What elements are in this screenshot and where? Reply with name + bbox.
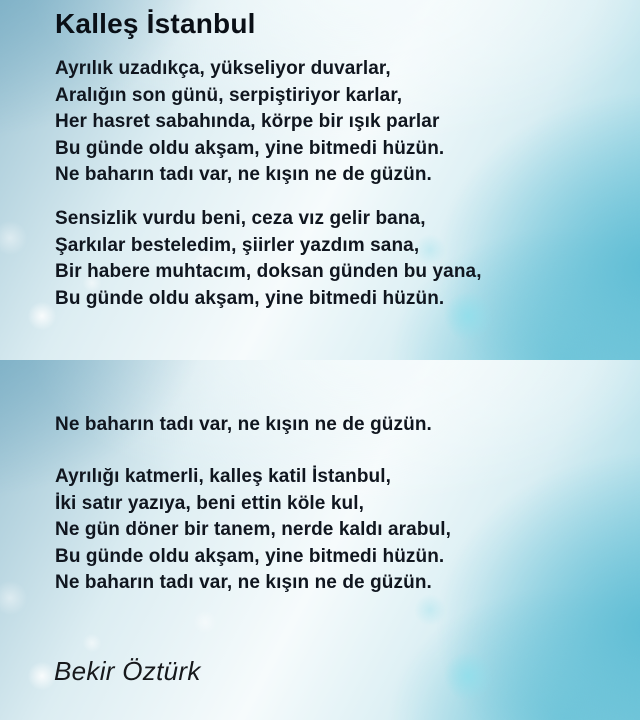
poem-line: Aralığın son günü, serpiştiriyor karlar, xyxy=(55,84,403,106)
stanza-3 xyxy=(55,412,432,439)
poem-line: Ayrılık uzadıkça, yükseliyor duvarlar, xyxy=(55,58,391,79)
poem-line: Sensizlik vurdu beni, ceza vız gelir bana, xyxy=(55,208,426,229)
poem-line: Bir habere muhtacım, doksan günden bu yana, xyxy=(55,261,482,282)
poem-line: Bu günde oldu akşam, yine bitmedi hüzün. xyxy=(55,137,445,159)
poem-line: Her hasret sabahında, körpe bir ışık parlar xyxy=(55,111,440,132)
poem-line: Ne baharın tadı var, ne kışın ne de güzün. xyxy=(55,164,432,185)
poem-title: Kalleş İstanbul xyxy=(55,8,256,39)
poem-line: Bu günde oldu akşam, yine bitmedi hüzün. xyxy=(55,287,445,309)
poem-line: Şarkılar besteledim, şiirler yazdım sana, xyxy=(55,234,420,256)
poem-line: Ne gün döner bir tanem, nerde kaldı arabul, xyxy=(55,519,451,540)
poem-line: Ne baharın tadı var, ne kışın ne de güzün. xyxy=(55,572,432,593)
poem-author: Bekir Öztürk xyxy=(54,656,201,686)
stanza-4 xyxy=(55,464,451,597)
poem-line: Bu günde oldu akşam, yine bitmedi hüzün. xyxy=(55,545,445,567)
stanza-1 xyxy=(55,56,444,189)
poem-line: Ne baharın tadı var, ne kışın ne de güzün. xyxy=(55,414,432,435)
poem-line: İki satır yazıya, beni ettin köle kul, xyxy=(55,492,364,514)
poem-line: Ayrılığı katmerli, kalleş katil İstanbul, xyxy=(55,466,392,487)
stanza-2 xyxy=(55,206,482,312)
